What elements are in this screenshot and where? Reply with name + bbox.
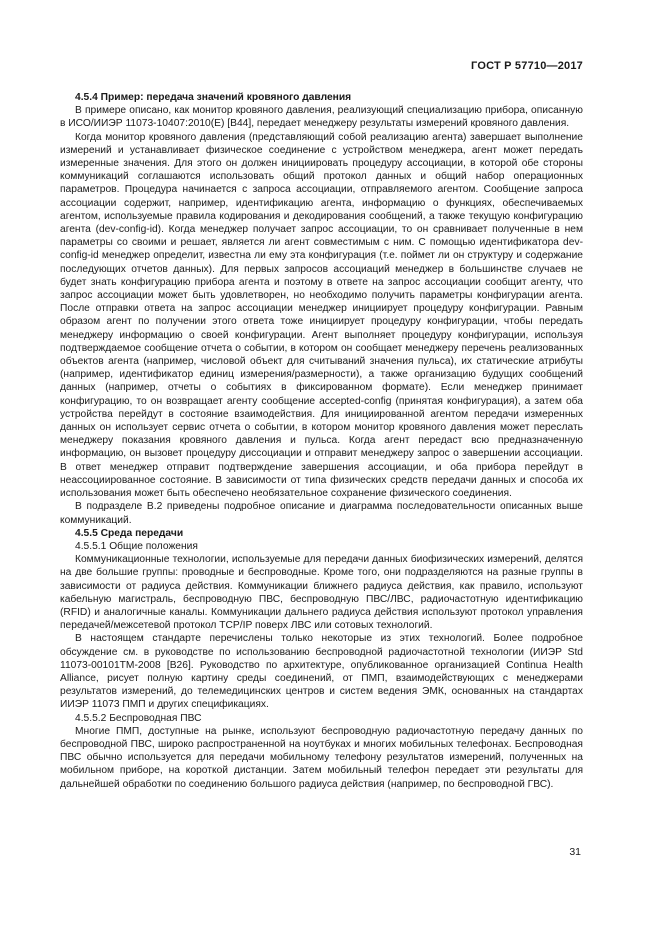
paragraph: Коммуникационные технологии, используемые для передачи данных биофизических измерений, делятся на две большие группы: проводные и беспроводные. Кроме того, они подразделяются на разные группы в зависимости от радиуса действия. Коммуникации ближнего радиуса действия, как правило, используют кабельную магистраль, беспроводную ПВС, беспроводную ПВС/ЛВС, радиочастотную идентификацию (RFID) и аналогичные каналы. Коммуникации дальнего радиуса действия используют протокол управления передачей/межсетевой протокол TCP/IP поверх ЛВС или сотовых технологий. [60,554,583,632]
page-content [60,91,583,791]
paragraph: В подразделе B.2 приведены подробное описание и диаграмма последовательности описанных выше коммуникаций. [60,501,583,526]
section-heading-4-5-4: 4.5.4 Пример: передача значений кровяного давления [75,92,352,103]
paragraph: В примере описано, как монитор кровяного давления, реализующий специализацию прибора, описанную в ИСО/ИИЭР 11073-10407:2010(E) [B44], передает менеджеру результаты измерений кровяного давления. [60,105,583,130]
subsection-heading-4-5-5-1: 4.5.5.1 Общие положения [75,540,198,552]
paragraph: Когда монитор кровяного давления (представляющий собой реализацию агента) завершает выполнение измерений и устанавливает физическое соединение с устройством менеджера, агент может передать измеренные значения. Для этого он должен инициировать процедуру ассоциации, в которой обе стороны коммуникаций соглашаются использовать общий протокол данных и общий набор операционных параметров. Процедура начинается с запроса ассоциации, отправляемого агентом. Сообщение запроса ассоциации содержит, например, идентификацию агента, информацию о функциях, обеспечиваемых агентом, используемые правила кодирования и декодирования сообщений, а также текущую конфигурацию агента (dev-config-id). Когда менеджер получает запрос ассоциации, то он сравнивает полученные в нем параметры со своими и решает, является ли агент совместимым с ним. С помощью идентификатора dev-config-id менеджер определит, известна ли ему эта конфигурация (т.е. поймет ли он структуру и содержание последующих отчетов данных). Для первых запросов ассоциаций менеджер в большинстве случаев не будет знать конфигурацию прибора агента и поэтому в ответе на запрос ассоциации сообщит агенту, что запрос ассоциации может быть удовлетворен, но необходимо получить параметры конфигурации агента. После отправки ответа на запрос ассоциации менеджер инициирует процедуру конфигурации. Равным образом агент по получении этого ответа тоже инициирует процедуру конфигурации, чтобы передать менеджеру информацию о своей конфигурации. Агент выполняет процедуру конфигурации, используя подтверждаемое сообщение отчета о событии, в котором он сообщает менеджеру перечень реализованных объектов агента (например, числовой объект для считываний значения пульса), их статические атрибуты (например, идентификатор единиц измерения/размерности), а также организацию будущих сообщений данных (например, отчеты о событиях в фиксированном формате). Если менеджер принимает конфигурацию, то он возвращает агенту сообщение accepted-config (принятая конфигурация), а затем оба устройства перейдут в состояние взаимодействия. Для инициированной агентом передачи измеренных данных он использует сервис отчета о событии, в котором монитор кровяного давления может переслать менеджеру показания кровяного давления и пульса. Когда агент передаст всю предназначенную информацию, он вызовет процедуру диссоциации и отправит менеджеру запрос о завершении ассоциации. В ответ менеджер отправит подтверждение завершения ассоциации, и оба прибора перейдут в неассоциированное состояние. В зависимости от типа физических средств передачи данных и способа их использования может быть обеспечено необязательное сохранение физического соединения. [60,131,583,500]
section-heading-4-5-5: 4.5.5 Среда передачи [75,527,184,539]
subsection-heading-4-5-5-2: 4.5.5.2 Беспроводная ПВС [75,712,202,724]
document-id: ГОСТ Р 57710—2017 [471,60,583,72]
paragraph: В настоящем стандарте перечислены только некоторые из этих технологий. Более подробное обсуждение см. в руководстве по использованию беспроводной радиочастотной технологии (ИИЭР Std 11073-00101TM-2008 [B26]. Руководство по архитектуре, опубликованное организацией Continua Health Alliance, рисует полную картину среды соединений, от ПМП, взаимодействующих с менеджерами результатов измерений, до телемедицинских центров и систем ведения ЭМК, основанных на стандартах ИИЭР 11073 ПМП и других спецификациях. [60,633,583,711]
paragraph: Многие ПМП, доступные на рынке, используют беспроводную радиочастотную передачу данных по беспроводной ПВС, широко распространенной на ноутбуках и многих мобильных телефонах. Беспроводная ПВС обычно используется для передачи мобильному телефону результатов измерений, полученных на мобильном приборе, на короткой дистанции. Затем мобильный телефон передает эти результаты для дальнейшей обработки по соединению большого радиуса действия (например, по беспроводной ГВС). [60,725,583,790]
page-number: 31 [569,846,581,858]
